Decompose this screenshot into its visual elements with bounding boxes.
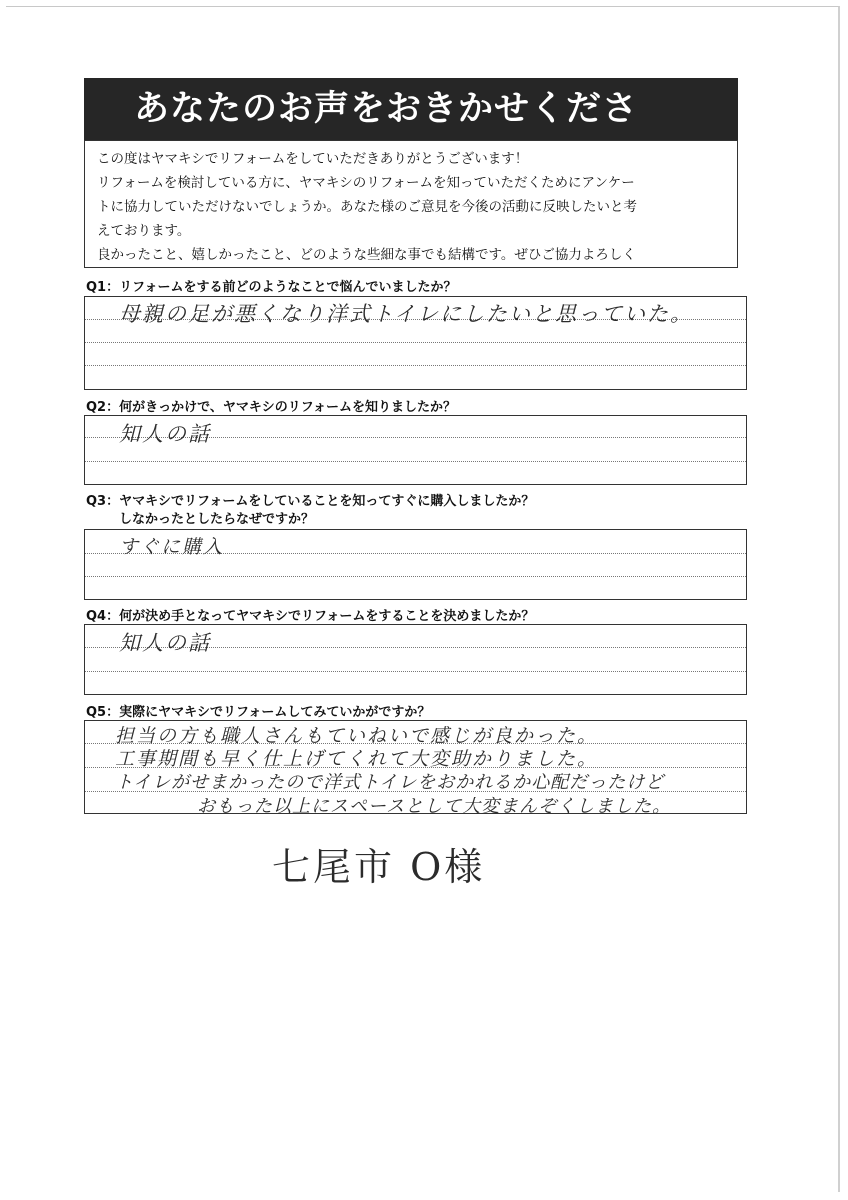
question-5-text: Q5：実際にヤマキシでリフォームしてみていかがですか？ [86, 705, 431, 720]
handwritten-answer: 母親の足が悪くなり洋式トイレにしたいと思っていた。 [119, 302, 693, 326]
page-title: あなたのお声をおきかせくださ [84, 78, 738, 140]
intro-line: 良かったこと、嬉しかったこと、どのような些細な事でも結構です。ぜひご協力よろしく [97, 247, 636, 263]
answer-box-1 [84, 296, 747, 390]
answer-box-5 [84, 720, 747, 817]
intro-line: リフォームを検討している方に、ヤマキシのリフォームを知っていただくためにアンケー [97, 175, 635, 191]
answer-box-3 [84, 529, 747, 600]
answer-box-4 [84, 624, 747, 695]
ruled-line [85, 342, 746, 343]
question-1-text: Q1：リフォームをする前どのようなことで悩んでいましたか？ [86, 280, 457, 295]
handwritten-answer: 知人の話 [119, 631, 211, 655]
signature: 七尾市 O様 [272, 845, 486, 889]
answer-box-2 [84, 415, 747, 485]
ruled-line [85, 461, 746, 462]
handwritten-answer: おもった以上にスペースとして大変まんぞくしました。 [197, 796, 672, 817]
handwritten-answer: 知人の話 [119, 422, 211, 446]
question-3-text: Q3：ヤマキシでリフォームをしていることを知ってすぐに購入しましたか？ [86, 494, 535, 509]
question-3-subtext: しなかったとしたらなぜですか？ [119, 512, 315, 527]
question-4-text: Q4：何が決め手となってヤマキシでリフォームをすることを決めましたか？ [86, 609, 535, 624]
ruled-line [85, 671, 746, 672]
question-1-label [86, 279, 456, 297]
intro-line: トに協力していただけないでしょうか。あなた様のご意見を今後の活動に反映したいと考 [97, 199, 637, 215]
handwritten-answer: 担当の方も職人さんもていねいで感じが良かった。 [115, 725, 599, 747]
intro-box [84, 140, 738, 268]
ruled-line [85, 576, 746, 577]
handwritten-answer: すぐに購入 [119, 536, 225, 558]
question-3-label [86, 493, 534, 529]
handwritten-answer: 工事期間も早く仕上げてくれて大変助かりました。 [115, 748, 599, 770]
intro-line: この度はヤマキシでリフォームをしていただきありがとうございます！ [97, 151, 529, 167]
question-2-text: Q2：何がきっかけで、ヤマキシのリフォームを知りましたか？ [86, 400, 457, 415]
ruled-line [85, 365, 746, 366]
handwritten-answer: トイレがせまかったので洋式トイレをおかれるか心配だったけど [115, 772, 665, 793]
intro-line: えております。 [97, 223, 191, 239]
